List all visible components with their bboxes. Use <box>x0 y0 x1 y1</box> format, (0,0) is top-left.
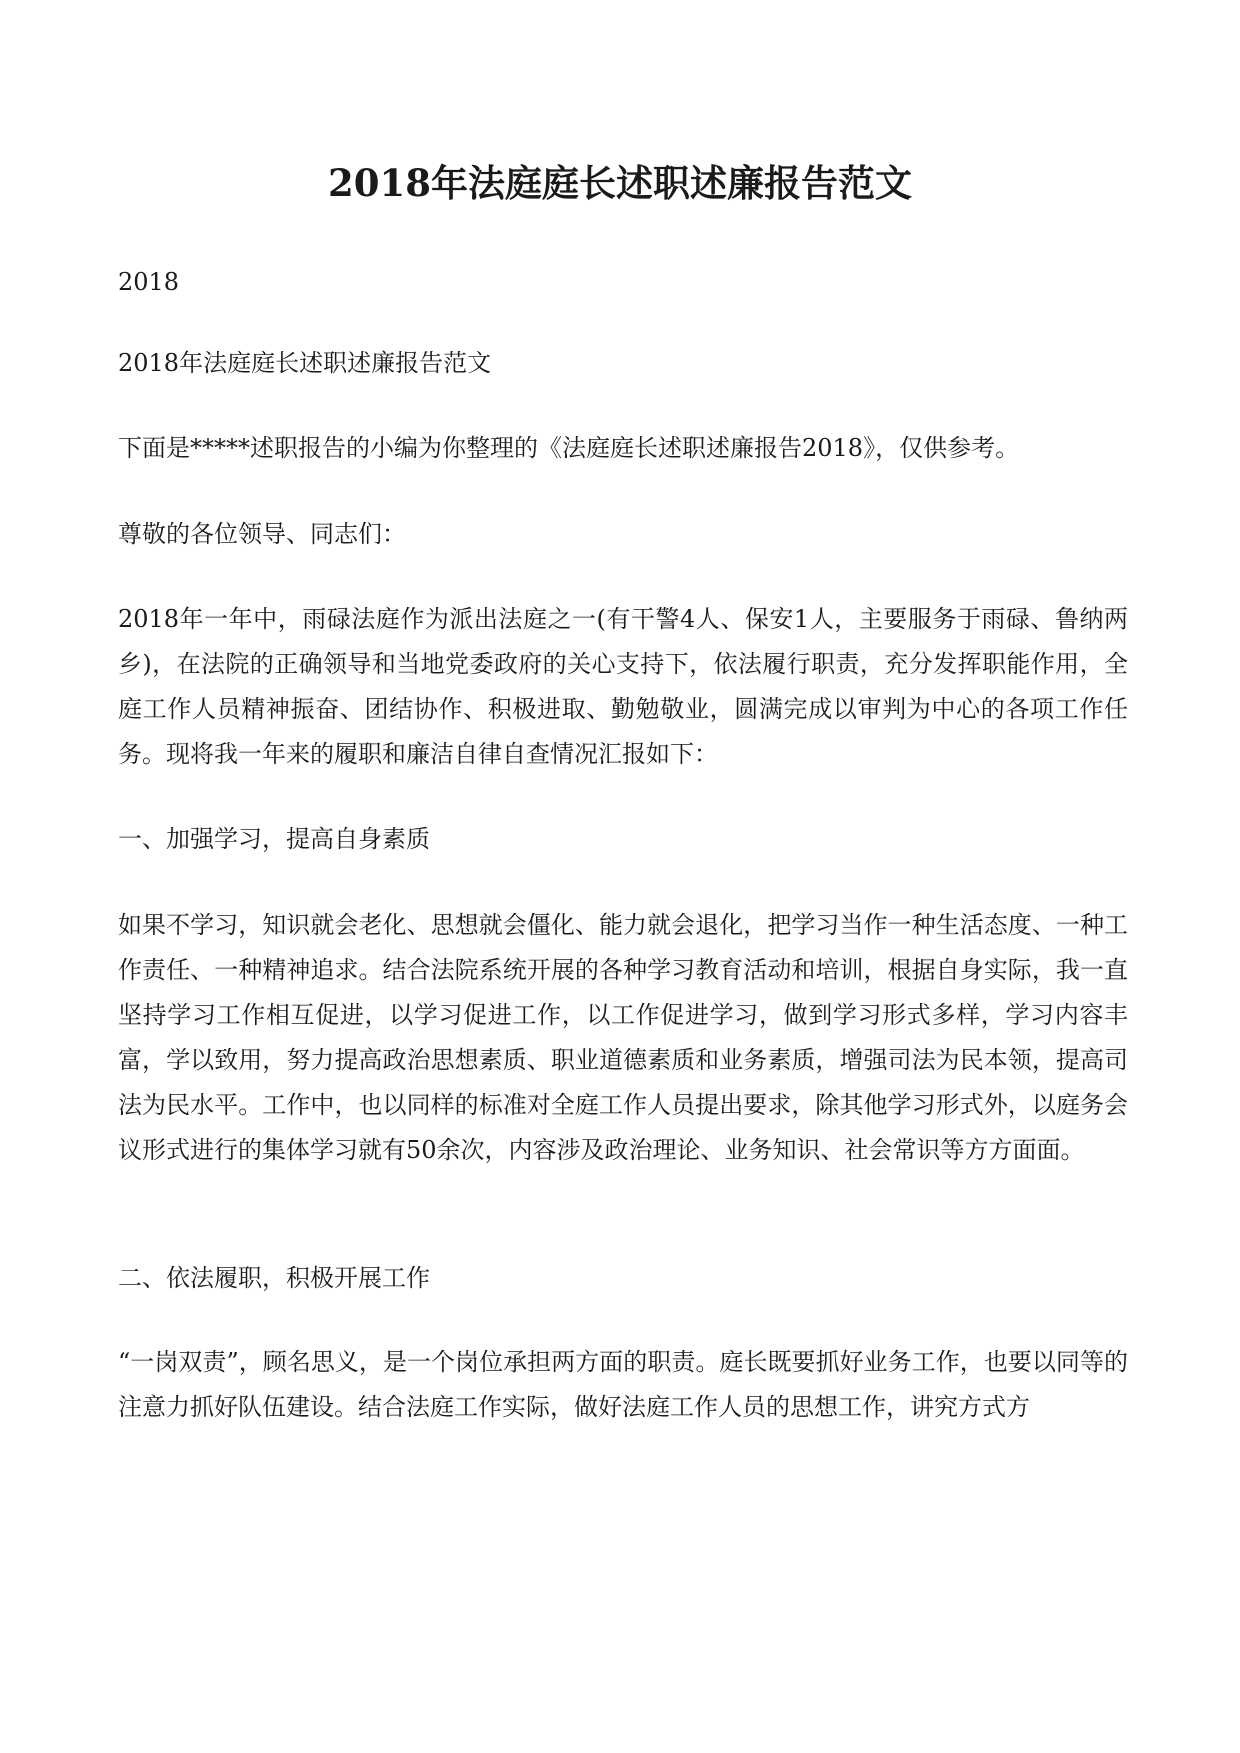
document-title: 2018年法庭庭长述职述廉报告范文 <box>328 161 912 205</box>
paragraph-subtitle: 2018年法庭庭长述职述廉报告范文 <box>118 349 492 377</box>
paragraph-study: 如果不学习，知识就会老化、思想就会僵化、能力就会退化，把学习当作一种生活态度、一种工作责任、一种精神追求。结合法院系统开展的各种学习教育活动和培训，根据自身实际，我一直坚持学习工作相互促进，以学习促进工作，以工作促进学习，做到学习形式多样，学习内容丰富，学以致用，努力提高政治思想素质、职业道德素质和业务素质，增强司法为民本领，提高司法为民水平。工作中，也以同样的标准对全庭工作人员提出要求，除其他学习形式外，以庭务会议形式进行的集体学习就有50余次，内容涉及政治理论、业务知识、社会常识等方方面面。 <box>118 911 1128 1164</box>
section-heading-1: 一、加强学习，提高自身素质 <box>118 825 430 853</box>
paragraph-salutation: 尊敬的各位领导、同志们： <box>118 520 406 548</box>
paragraph-duties: “一岗双责”，顾名思义，是一个岗位承担两方面的职责。庭长既要抓好业务工作，也要以同等的注意力抓好队伍建设。结合法庭工作实际，做好法庭工作人员的思想工作，讲究方式方 <box>118 1348 1128 1421</box>
paragraph-year: 2018 <box>118 268 180 296</box>
paragraph-overview: 2018年一年中，雨碌法庭作为派出法庭之一(有干警4人、保安1人，主要服务于雨碌、鲁纳两乡)，在法院的正确领导和当地党委政府的关心支持下，依法履行职责，充分发挥职能作用，全庭工作人员精神振奋、团结协作、积极进取、勤勉敬业，圆满完成以审判为中心的各项工作任务。现将我一年来的履职和廉洁自律自查情况汇报如下： <box>118 605 1128 768</box>
paragraph-intro: 下面是*****述职报告的小编为你整理的《法庭庭长述职述廉报告2018》，仅供参考。 <box>118 434 1020 462</box>
section-heading-2: 二、依法履职，积极开展工作 <box>118 1264 430 1292</box>
